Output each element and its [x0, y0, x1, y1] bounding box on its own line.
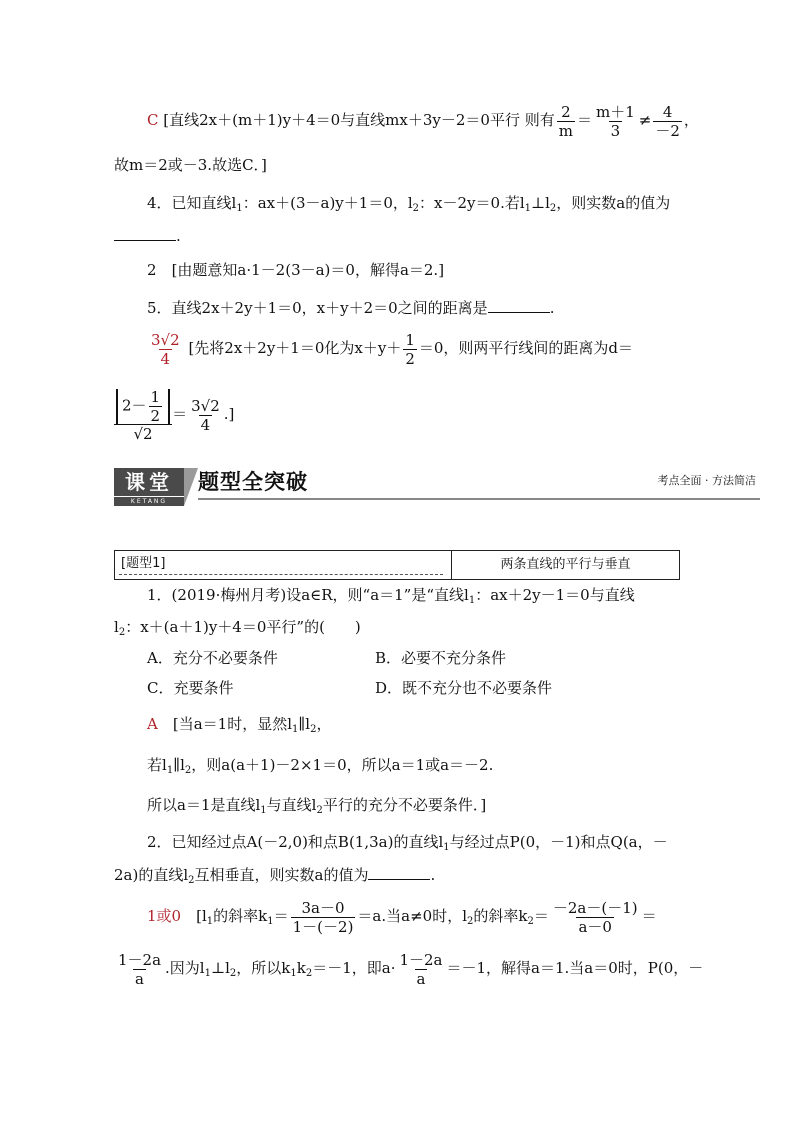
fraction: $\frac{3a-0}{1-(-2)}$: [292, 898, 354, 936]
answer-4: 2 [由题意知a·1－2(3－a)＝0，解得a＝2.]: [147, 261, 445, 279]
banner-title: 题型全突破: [198, 470, 308, 494]
fraction: $\frac{1-2a}{a}$: [118, 950, 162, 988]
topic-number: [题型1]: [119, 554, 443, 575]
problem-1-cont: $l_2$：x＋(a＋1)y＋4＝0平行”的( ): [114, 618, 361, 638]
fraction: $\frac{1-2a}{a}$: [399, 950, 443, 988]
banner-rule: [198, 498, 760, 500]
fraction: $\frac{3√2}{4}$: [191, 396, 220, 434]
distance-fraction: 2－ $\frac{1}{2}$ √2: [116, 389, 170, 442]
problem-1-answer: A [当a＝1时，显然$l_1\parallel l_2$，: [147, 715, 332, 735]
answer-blank: [488, 298, 550, 313]
answer-line-3: C [直线2x＋(m＋1)y＋4＝0与直线mx＋3y－2＝0平行 则有 $\frac{2}{m}$ ＝ $\frac{m+1}{3}$ ≠ $\frac{4}{-2}$ ，: [147, 102, 699, 140]
answer-letter: C: [147, 111, 159, 129]
problem-1: 1．(2019·梅州月考)设a∈R，则“a＝1”是“直线$l_1$：ax＋2y－1＝0与直线: [147, 586, 635, 606]
banner-label: 课堂: [114, 468, 184, 496]
answer-text: [直线2x＋(m＋1)y＋4＝0与直线mx＋3y－2＝0平行 则有: [163, 111, 555, 129]
answer-value: 1或0: [147, 907, 182, 925]
topic-heading-table: [114, 550, 680, 580]
problem-1-answer-2: 若$l_1\parallel l_2$，则a(a＋1)－2×1＝0，所以a＝1或a＝－2.: [147, 756, 494, 776]
option-d: D．既不充分也不必要条件: [375, 679, 553, 697]
option-b: B．必要不充分条件: [375, 649, 507, 667]
fraction: $\frac{1}{2}$: [405, 330, 415, 368]
answer-5-formula: 2－ $\frac{1}{2}$ √2 ＝ $\frac{3√2}{4}$ .]: [114, 378, 234, 450]
fraction: $\frac{-2a-(-1)}{a-0}$: [552, 898, 638, 936]
banner-arrow: [184, 468, 198, 506]
answer-letter: A: [147, 715, 158, 733]
question-5: 5．直线2x＋2y＋1＝0，x＋y＋2＝0之间的距离是 .: [147, 299, 555, 317]
answer-fraction: $\frac{3√2}{4}$: [151, 330, 180, 368]
fraction: $\frac{4}{-2}$: [655, 102, 680, 140]
problem-1-answer-3: 所以a＝1是直线$l_1$与直线$l_2$平行的充分不必要条件．]: [147, 796, 487, 816]
option-a: A．充分不必要条件: [147, 649, 278, 667]
fraction: $\frac{m+1}{3}$: [595, 102, 635, 140]
problem-2-answer-cont: $\frac{1-2a}{a}$ .因为$l_1\perp l_2$，所以$k_1k_2=-1$，即a· $\frac{1-2a}{a}$ ＝－1，解得a＝1.当a＝0时，P(0，－: [118, 950, 704, 988]
answer-5: $\frac{3√2}{4}$ [先将2x＋2y＋1＝0化为x＋y＋ $\frac{1}{2}$ ＝0，则两平行线间的距离为d＝: [151, 330, 634, 368]
answer-blank: [368, 865, 430, 880]
problem-2: 2．已知经过点A(－2,0)和点B(1,3a)的直线$l_1$与经过点P(0，－1)和点Q(a，－: [147, 833, 668, 853]
problem-2-answer: 1或0 [$l_1$的斜率$k_1=$ $\frac{3a-0}{1-(-2)}$ ＝a.当a≠0时，$l_2$的斜率$k_2=$ $\frac{-2a-(-1)}{a-0}$ ＝: [147, 898, 657, 936]
topic-title: 两条直线的平行与垂直: [500, 557, 631, 572]
answer-line-3-cont: 故m＝2或－3.故选C．]: [114, 156, 267, 174]
banner-label-pinyin: KETANG: [114, 497, 184, 506]
section-banner: [114, 466, 760, 506]
banner-slogan: 考点全面 · 方法简洁: [657, 474, 756, 487]
answer-blank: [114, 226, 176, 241]
question-4-blank: .: [114, 226, 181, 246]
problem-2-cont: 2a)的直线$l_2$互相垂直，则实数a的值为 .: [114, 866, 436, 886]
question-4: 4．已知直线$l_1$：ax＋(3－a)y＋1＝0，$l_2$：x－2y＝0.若$l_1\perp l_2$，则实数a的值为: [147, 194, 671, 214]
fraction: $\frac{2}{m}$: [558, 102, 573, 140]
option-c: C．充要条件: [147, 679, 234, 697]
